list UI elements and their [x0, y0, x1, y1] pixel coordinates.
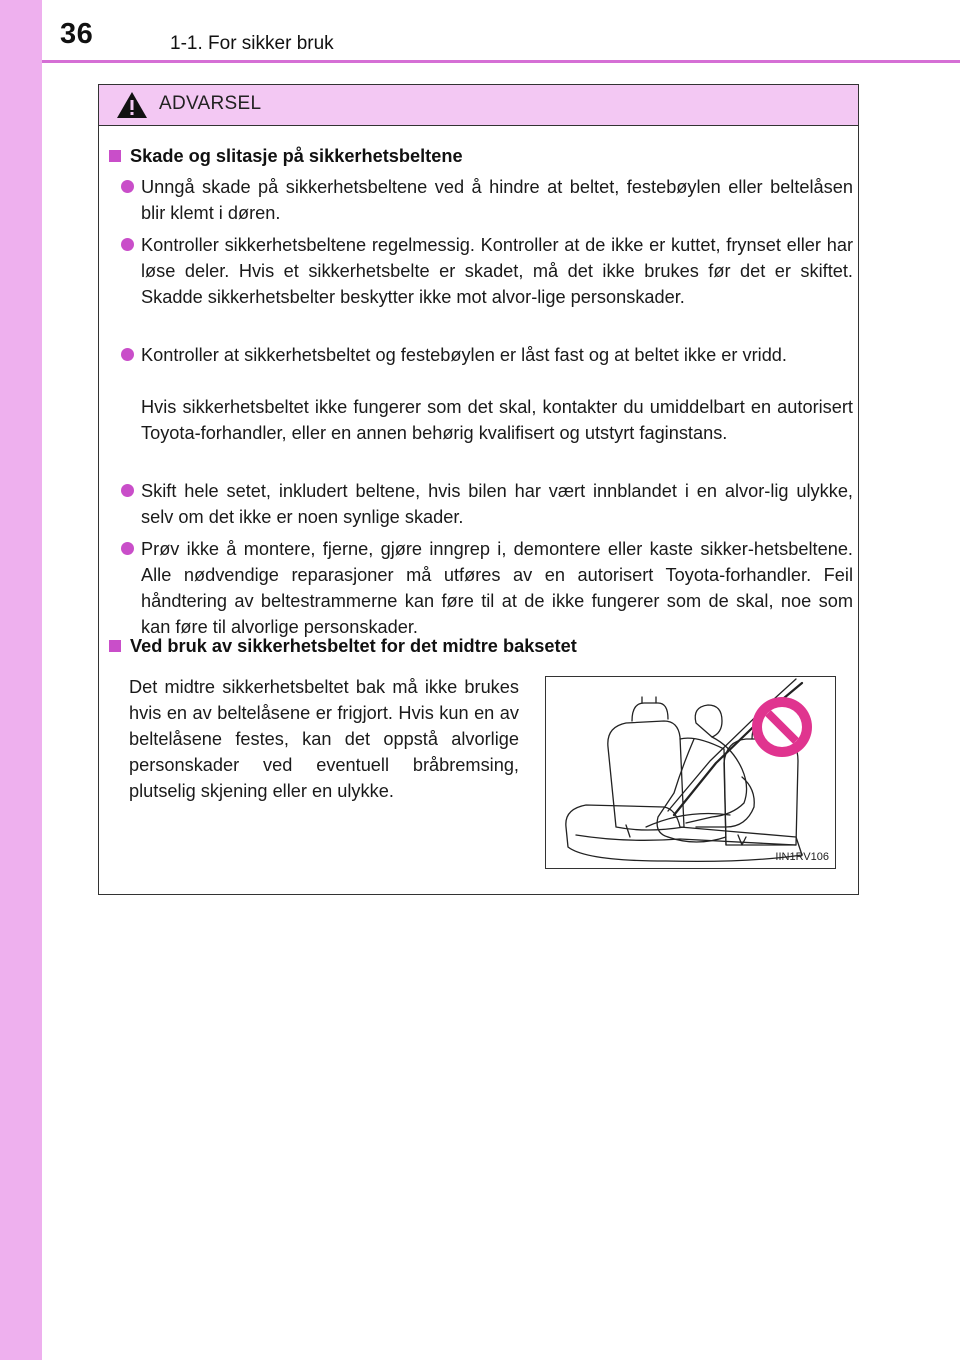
- list-item: Kontroller at sikkerhetsbeltet og festebøylen er låst fast og at beltet ikke er vridd. Hvis sikkerhetsbeltet ikke fungerer som det skal, kontakter du umiddelbart en autorisert Toyota-forhandler, eller en annen behørig kvalifisert og utstyrt faginstans.: [109, 342, 853, 472]
- seatbelt-illustration: [545, 676, 836, 869]
- round-bullet-icon: [121, 484, 134, 497]
- header-rule: [42, 60, 960, 63]
- warning-content: [99, 126, 858, 894]
- section-heading: Skade og slitasje på sikkerhetsbeltene: [109, 146, 463, 167]
- round-bullet-icon: [121, 238, 134, 251]
- warning-header: [99, 85, 858, 126]
- side-color-strip: [0, 0, 42, 1360]
- list-item: Prøv ikke å montere, fjerne, gjøre inngrep i, demontere eller kaste sikker-hetsbeltene. Alle nødvendige reparasjoner må utføres av en autorisert Toyota-forhandler. Feil håndtering av beltestrammerne kan føre til at de ikke fungerer som de skal, noe som kan føre til alvorlige personskader.: [109, 536, 853, 640]
- warning-title: ADVARSEL: [159, 93, 262, 114]
- list-item: Unngå skade på sikkerhetsbeltene ved å hindre at beltet, festebøylen eller beltelåsen blir klemt i døren.: [109, 174, 853, 226]
- list-item-note: Hvis sikkerhetsbeltet ikke fungerer som det skal, kontakter du umiddelbart en autorisert Toyota-forhandler, eller en annen behørig kvalifisert og utstyrt faginstans.: [141, 397, 853, 443]
- square-bullet-icon: [109, 150, 121, 162]
- round-bullet-icon: [121, 542, 134, 555]
- middle-seat-paragraph: Det midtre sikkerhetsbeltet bak må ikke brukes hvis en av beltelåsene er frigjort. Hvis kun en av beltelåsene festes, kan det oppstå alvorlige personskader ved eventuell bråbremsing, plutselig skjening eller en ulykke.: [129, 677, 519, 801]
- chapter-title: 1-1. For sikker bruk: [170, 33, 334, 54]
- figure-code: IIN1RV106: [775, 851, 829, 863]
- warning-triangle-icon: [115, 90, 149, 120]
- square-bullet-icon: [109, 640, 121, 652]
- list-item: Skift hele setet, inkludert beltene, hvis bilen har vært innblandet i en alvor-lig ulykke, selv om det ikke er noen synlige skader.: [109, 478, 853, 530]
- list-item: Kontroller sikkerhetsbeltene regelmessig. Kontroller at de ikke er kuttet, frynset eller har løse deler. Hvis et sikkerhetsbelte er skadet, må det ikke brukes før det er skiftet. Skadde sikkerhetsbelter beskytter ikke mot alvor-lige personskader.: [109, 232, 853, 336]
- rear-seat-drawing: [546, 677, 834, 867]
- round-bullet-icon: [121, 348, 134, 361]
- round-bullet-icon: [121, 180, 134, 193]
- warning-box: [98, 84, 859, 895]
- section-heading: Ved bruk av sikkerhetsbeltet for det midtre baksetet: [109, 636, 577, 657]
- page-number: 36: [60, 18, 94, 50]
- prohibition-icon: [752, 697, 812, 757]
